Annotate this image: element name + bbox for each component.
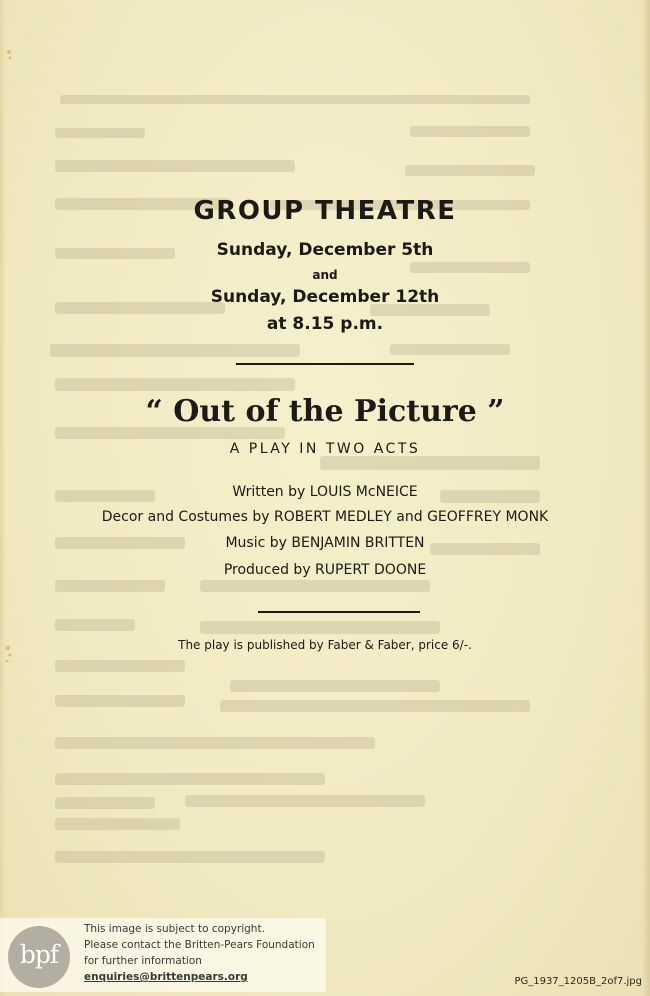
performance-time: at 8.15 p.m. bbox=[266, 314, 384, 334]
theatre-name: GROUP THEATRE bbox=[193, 196, 457, 226]
play-subtitle: A PLAY IN TWO ACTS bbox=[229, 441, 421, 457]
play-title: “ Out of the Picture ” bbox=[145, 394, 505, 429]
email-link[interactable]: enquiries@brittenpears.org bbox=[84, 971, 248, 983]
copyright-line: This image is subject to copyright. bbox=[84, 923, 265, 935]
performance-date-2: Sunday, December 12th bbox=[210, 287, 440, 307]
info-line: for further information bbox=[84, 955, 202, 967]
contact-line: Please contact the Britten-Pears Foundation bbox=[84, 939, 315, 951]
credit-writer: Written by LOUIS McNEICE bbox=[232, 484, 418, 500]
credit-producer: Produced by RUPERT DOONE bbox=[223, 562, 427, 578]
divider-bottom bbox=[258, 611, 420, 613]
file-reference: PG_1937_1205B_2of7.jpg bbox=[514, 976, 642, 987]
publisher-note: The play is published by Faber & Faber, price 6/-. bbox=[178, 638, 472, 652]
date-conjunction: and bbox=[312, 268, 338, 282]
performance-date-1: Sunday, December 5th bbox=[216, 240, 434, 260]
divider-top bbox=[236, 363, 414, 365]
bpf-logo: bpf bbox=[8, 926, 70, 988]
credit-decor: Decor and Costumes by ROBERT MEDLEY and GEOFFREY MONK bbox=[101, 509, 549, 525]
credit-music: Music by BENJAMIN BRITTEN bbox=[225, 535, 425, 551]
